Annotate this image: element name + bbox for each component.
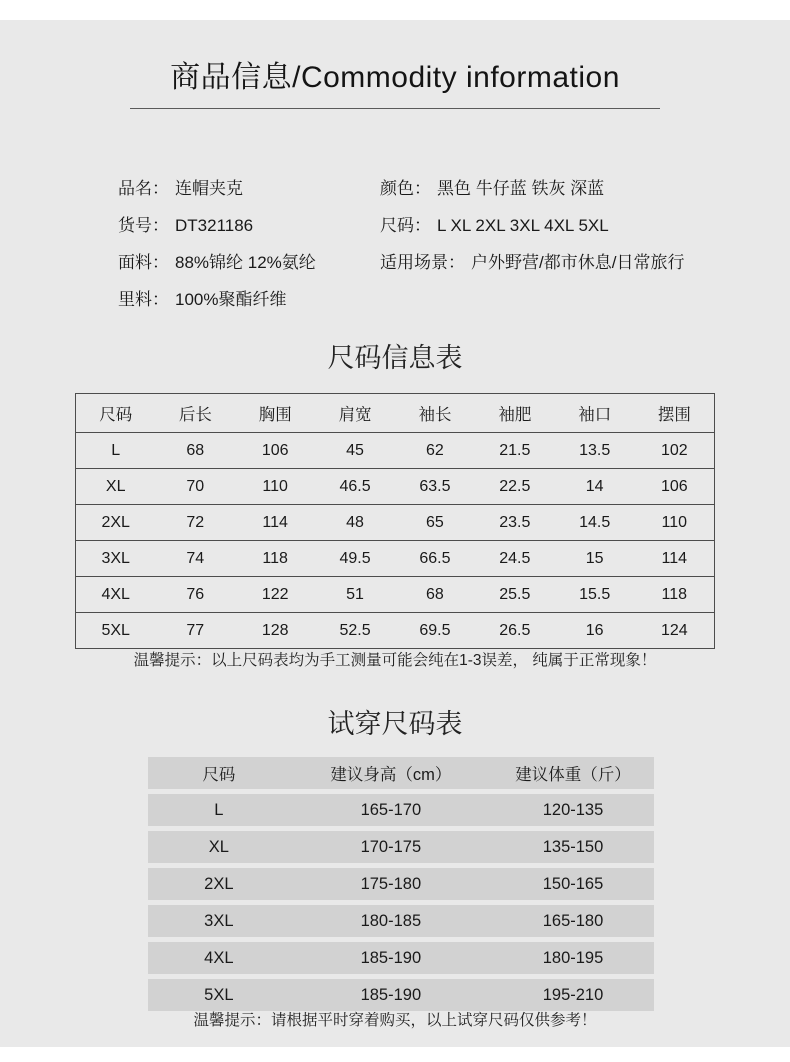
info-label: 尺码：: [380, 216, 431, 235]
product-info-right-column: [380, 170, 760, 318]
size-table-cell: 46.5: [315, 469, 395, 505]
fit-table-cell: 185-190: [360, 985, 422, 1004]
size-table-cell: 45: [315, 433, 395, 469]
size-table-header-cell: 袖肥: [498, 406, 532, 424]
info-label: 品名：: [118, 179, 169, 198]
info-label: 面料：: [118, 253, 169, 272]
size-table-cell: 15.5: [555, 577, 635, 613]
fit-table-cell: 175-180: [360, 874, 422, 893]
fit-table-header-cell: 建议身高（cm）: [330, 766, 452, 784]
size-table-cell: 70: [155, 469, 235, 505]
fit-table: [148, 757, 654, 1016]
fit-table-header-row: [148, 757, 654, 789]
size-table-header-row: [76, 394, 715, 433]
size-table-cell: 65: [395, 505, 475, 541]
size-table-cell: 22.5: [475, 469, 555, 505]
size-table-cell: 124: [635, 613, 715, 649]
size-table-cell: 72: [155, 505, 235, 541]
size-table-cell: 122: [235, 577, 315, 613]
title-underline-divider: [130, 108, 660, 109]
fit-table-title: 试穿尺码表: [327, 709, 463, 739]
size-table-cell: 77: [155, 613, 235, 649]
size-table-cell: 76: [155, 577, 235, 613]
info-row-item-number: [118, 207, 380, 244]
size-table-cell: 3XL: [76, 541, 156, 577]
size-table-cell: 118: [235, 541, 315, 577]
size-table-cell: 106: [635, 469, 715, 505]
fit-table-cell: 185-190: [360, 948, 422, 967]
size-table-cell: 16: [555, 613, 635, 649]
size-table: [75, 393, 715, 649]
info-row-sizes: [380, 207, 760, 244]
fit-table-cell: 120-135: [542, 800, 604, 819]
fit-table-row-XL: [148, 831, 654, 863]
size-table-cell: 15: [555, 541, 635, 577]
info-row-lining: [118, 281, 380, 318]
info-value: L XL 2XL 3XL 4XL 5XL: [437, 216, 609, 235]
size-table-cell: 48: [315, 505, 395, 541]
fit-table-cell: 195-210: [542, 985, 604, 1004]
size-table-cell: 68: [395, 577, 475, 613]
info-row-product-name: [118, 170, 380, 207]
size-table-cell: 62: [395, 433, 475, 469]
size-table-title: 尺码信息表: [327, 343, 463, 373]
size-table-cell: 14: [555, 469, 635, 505]
info-label: 货号：: [118, 216, 169, 235]
info-value: 88%锦纶 12%氨纶: [175, 253, 316, 272]
product-info-left-column: [118, 170, 380, 318]
size-table-row-3XL: [76, 541, 715, 577]
size-table-header-cell: 袖口: [578, 406, 612, 424]
size-table-header-cell: 摆围: [657, 406, 691, 424]
size-table-row-2XL: [76, 505, 715, 541]
size-table-cell: 128: [235, 613, 315, 649]
size-table-cell: XL: [76, 469, 156, 505]
size-table-cell: 23.5: [475, 505, 555, 541]
size-table-cell: 110: [235, 469, 315, 505]
size-table-cell: 69.5: [395, 613, 475, 649]
size-table-row-5XL: [76, 613, 715, 649]
size-table-row-L: [76, 433, 715, 469]
info-row-scenarios: [380, 244, 760, 281]
info-value: 黑色 牛仔蓝 铁灰 深蓝: [437, 179, 605, 198]
fit-table-cell: 180-185: [360, 911, 422, 930]
info-value: 户外野营/都市休息/日常旅行: [471, 253, 685, 272]
size-table-cell: L: [76, 433, 156, 469]
size-table-header-cell: 袖长: [418, 406, 452, 424]
fit-table-cell: 180-195: [542, 948, 604, 967]
size-table-cell: 14.5: [555, 505, 635, 541]
fit-table-cell: 2XL: [204, 874, 234, 893]
fit-table-row-3XL: [148, 905, 654, 937]
fit-table-cell: 4XL: [204, 948, 234, 967]
fit-table-cell: 165-180: [542, 911, 604, 930]
size-table-note: 温馨提示：以上尺码表均为手工测量可能会纯在1-3误差， 纯属于正常现象！: [133, 652, 657, 669]
size-table-cell: 21.5: [475, 433, 555, 469]
size-table-cell: 118: [635, 577, 715, 613]
fit-table-cell: XL: [208, 837, 229, 856]
info-label: 里料：: [118, 290, 169, 309]
size-table-cell: 63.5: [395, 469, 475, 505]
fit-table-header-cell: 建议体重（斤）: [515, 766, 631, 784]
commodity-info-card: [0, 20, 790, 1047]
size-table-cell: 5XL: [76, 613, 156, 649]
size-table-header-cell: 尺码: [99, 406, 133, 424]
size-table-cell: 68: [155, 433, 235, 469]
fit-table-cell: 170-175: [360, 837, 422, 856]
fit-table-cell: 135-150: [542, 837, 604, 856]
fit-table-row-4XL: [148, 942, 654, 974]
info-label: 颜色：: [380, 179, 431, 198]
size-table-cell: 26.5: [475, 613, 555, 649]
fit-table-note: 温馨提示：请根据平时穿着购买，以上试穿尺码仅供参考！: [193, 1012, 597, 1029]
size-table-row-4XL: [76, 577, 715, 613]
fit-table-cell: 3XL: [204, 911, 234, 930]
size-table-cell: 114: [635, 541, 715, 577]
size-table-cell: 114: [235, 505, 315, 541]
fit-table-row-L: [148, 794, 654, 826]
info-value: DT321186: [175, 216, 254, 235]
info-label: 适用场景：: [380, 253, 465, 272]
size-table-cell: 74: [155, 541, 235, 577]
size-table-header-cell: 后长: [178, 406, 212, 424]
info-value: 连帽夹克: [175, 179, 243, 198]
info-row-colors: [380, 170, 760, 207]
fit-table-cell: 165-170: [360, 800, 422, 819]
fit-table-cell: 150-165: [542, 874, 604, 893]
size-table-cell: 2XL: [76, 505, 156, 541]
fit-table-row-2XL: [148, 868, 654, 900]
size-table-cell: 66.5: [395, 541, 475, 577]
size-table-cell: 102: [635, 433, 715, 469]
size-table-cell: 51: [315, 577, 395, 613]
size-table-cell: 106: [235, 433, 315, 469]
info-value: 100%聚酯纤维: [175, 290, 287, 309]
size-table-header-cell: 肩宽: [338, 406, 372, 424]
product-info: [118, 170, 760, 318]
size-table-header-cell: 胸围: [258, 406, 292, 424]
fit-table-header-cell: 尺码: [202, 766, 236, 784]
size-table-row-XL: [76, 469, 715, 505]
size-table-cell: 4XL: [76, 577, 156, 613]
fit-table-cell: L: [214, 800, 224, 819]
fit-table-cell: 5XL: [204, 985, 234, 1004]
size-table-cell: 13.5: [555, 433, 635, 469]
size-table-cell: 110: [635, 505, 715, 541]
size-table-cell: 49.5: [315, 541, 395, 577]
fit-table-row-5XL: [148, 979, 654, 1011]
info-row-fabric: [118, 244, 380, 281]
page-title: 商品信息/Commodity information: [170, 61, 620, 94]
size-table-cell: 24.5: [475, 541, 555, 577]
size-table-cell: 52.5: [315, 613, 395, 649]
size-table-cell: 25.5: [475, 577, 555, 613]
